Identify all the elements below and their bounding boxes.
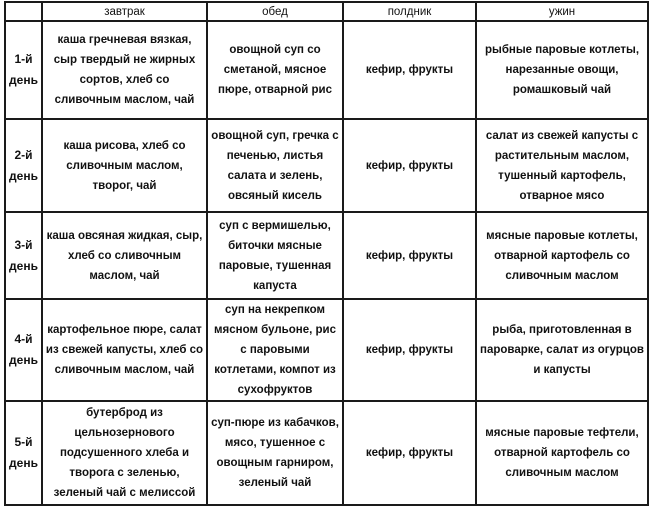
breakfast-cell: бутерброд из цельнозернового подсушенного хлеба и творога с зеленью, зеленый чай с мелиссой [42,401,207,505]
lunch-cell: овощной суп, гречка с печенью, листья салата и зелень, овсяный кисель [207,119,343,212]
header-lunch: обед [207,2,343,21]
header-row [5,2,648,21]
day-label: 3-й день [5,212,42,299]
breakfast-cell: каша овсяная жидкая, сыр, хлеб со сливочным маслом, чай [42,212,207,299]
dinner-cell: мясные паровые котлеты, отварной картофель со сливочным маслом [476,212,648,299]
meal-plan-table [4,1,649,506]
snack-cell: кефир, фрукты [343,212,476,299]
header-corner-cell [5,2,42,21]
dinner-cell: рыба, приготовленная в пароварке, салат из огурцов и капусты [476,299,648,401]
lunch-cell: суп с вермишелью, биточки мясные паровые, тушенная капуста [207,212,343,299]
header-snack: полдник [343,2,476,21]
lunch-cell: овощной суп со сметаной, мясное пюре, отварной рис [207,21,343,119]
header-breakfast: завтрак [42,2,207,21]
table-row [5,299,648,401]
breakfast-cell: каша рисова, хлеб со сливочным маслом, творог, чай [42,119,207,212]
lunch-cell: суп на некрепком мясном бульоне, рис с паровыми котлетами, компот из сухофруктов [207,299,343,401]
breakfast-cell: картофельное пюре, салат из свежей капусты, хлеб со сливочным маслом, чай [42,299,207,401]
lunch-cell: суп-пюре из кабачков, мясо, тушенное с овощным гарниром, зеленый чай [207,401,343,505]
day-label: 1-й день [5,21,42,119]
table-row [5,21,648,119]
dinner-cell: рыбные паровые котлеты, нарезанные овощи, ромашковый чай [476,21,648,119]
day-label: 4-й день [5,299,42,401]
snack-cell: кефир, фрукты [343,119,476,212]
table-row [5,401,648,505]
day-label: 2-й день [5,119,42,212]
dinner-cell: салат из свежей капусты с растительным маслом, тушенный картофель, отварное мясо [476,119,648,212]
dinner-cell: мясные паровые тефтели, отварной картофель со сливочным маслом [476,401,648,505]
breakfast-cell: каша гречневая вязкая, сыр твердый не жирных сортов, хлеб со сливочным маслом, чай [42,21,207,119]
table-row [5,119,648,212]
snack-cell: кефир, фрукты [343,401,476,505]
snack-cell: кефир, фрукты [343,21,476,119]
snack-cell: кефир, фрукты [343,299,476,401]
table-row [5,212,648,299]
header-dinner: ужин [476,2,648,21]
day-label: 5-й день [5,401,42,505]
